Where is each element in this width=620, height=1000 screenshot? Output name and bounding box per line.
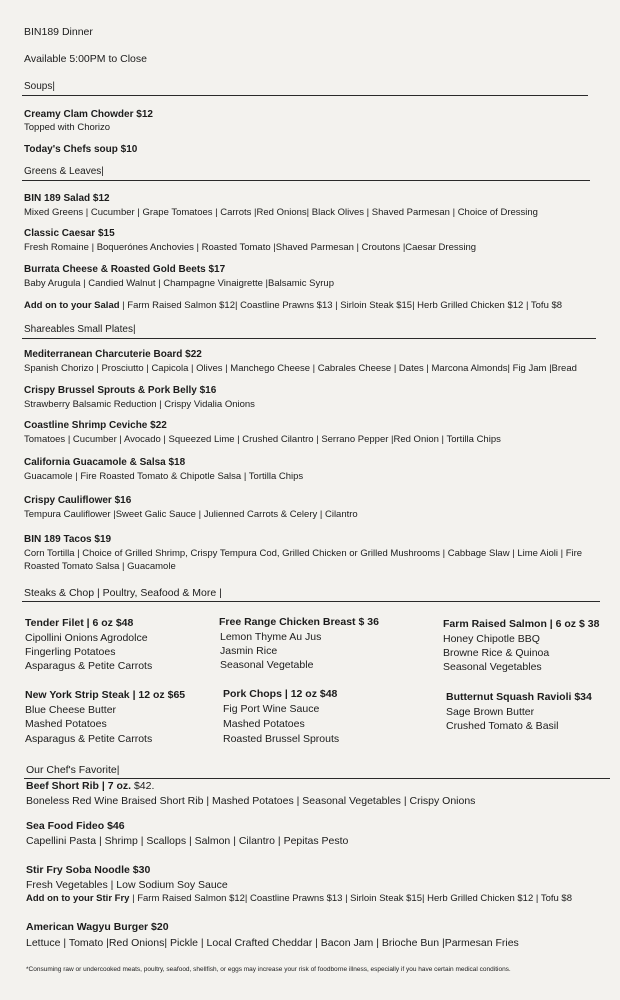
menu-item-name: Mediterranean Charcuterie Board $22 <box>24 349 202 360</box>
menu-item-description: Mixed Greens | Cucumber | Grape Tomatoes | Carrots |Red Onions| Black Olives | Shaved Parmesan | Choice of Dressing <box>24 207 538 218</box>
menu-item-line: Roasted Brussel Sprouts <box>223 733 340 745</box>
menu-title: BIN189 Dinner <box>24 26 93 38</box>
menu-item-line: Fig Port Wine Sauce <box>223 703 320 715</box>
menu-item-name: Farm Raised Salmon | 6 oz $ 38 <box>443 618 600 630</box>
short-rib-price: $42. <box>133 780 155 792</box>
menu-item-description: Spanish Chorizo | Prosciutto | Capicola | Olives | Manchego Cheese | Cabrales Cheese | Dates | Marcona Almonds| Fig Jam |Bread <box>24 363 577 374</box>
menu-item-name: BIN 189 Salad $12 <box>24 193 110 204</box>
menu-item-line: Mashed Potatoes <box>223 718 305 730</box>
menu-item-line: Seasonal Vegetable <box>220 659 314 671</box>
menu-item-line: Asparagus & Petite Carrots <box>25 660 153 672</box>
menu-item-description: Topped with Chorizo <box>24 122 111 133</box>
menu-item-name <box>26 780 154 792</box>
salad-addon-label: Add on to your Salad <box>24 300 120 311</box>
menu-item-name: Free Range Chicken Breast $ 36 <box>219 616 379 628</box>
menu-item-description: Guacamole | Fire Roasted Tomato & Chipotle Salsa | Tortilla Chips <box>24 471 304 482</box>
section-heading-shareables: Shareables Small Plates| <box>24 324 136 335</box>
menu-item-line: Asparagus & Petite Carrots <box>25 733 153 745</box>
menu-item-name: Today's Chefs soup $10 <box>24 144 138 155</box>
menu-item-name: New York Strip Steak | 12 oz $65 <box>25 689 186 701</box>
menu-item-name: Crispy Cauliflower $16 <box>24 495 132 506</box>
menu-item-name: BIN 189 Tacos $19 <box>24 534 112 545</box>
menu-item-line: Mashed Potatoes <box>25 718 107 730</box>
menu-item-description: Lettuce | Tomato |Red Onions| Pickle | Local Crafted Cheddar | Bacon Jam | Brioche Bun |Parmesan Fries <box>26 937 519 949</box>
menu-item-name: Coastline Shrimp Ceviche $22 <box>24 420 167 431</box>
menu-item-name: Classic Caesar $15 <box>24 228 115 239</box>
menu-item-line: Cipollini Onions Agrodolce <box>25 632 148 644</box>
menu-item-line: Sage Brown Butter <box>446 706 535 718</box>
section-divider <box>22 601 600 602</box>
salad-addon-options: | Farm Raised Salmon $12| Coastline Prawns $13 | Sirloin Steak $15| Herb Grilled Chicken $12 | Tofu $8 <box>119 300 563 311</box>
section-heading-steaks: Steaks & Chop | Poultry, Seafood & More | <box>24 587 222 599</box>
menu-item-line: Honey Chipotle BBQ <box>443 633 540 645</box>
menu-item-line: Jasmin Rice <box>220 645 278 657</box>
menu-item-description: Corn Tortilla | Choice of Grilled Shrimp, Crispy Tempura Cod, Grilled Chicken or Grilled Mushrooms | Cabbage Slaw | Lime Aioli | Fire <box>24 548 583 559</box>
menu-item-description: Capellini Pasta | Shrimp | Scallops | Salmon | Cilantro | Pepitas Pesto <box>26 835 349 847</box>
section-divider <box>22 338 596 339</box>
menu-item-line: Browne Rice & Quinoa <box>443 647 550 659</box>
menu-item-name: Sea Food Fideo $46 <box>26 820 125 832</box>
menu-item-line: Blue Cheese Butter <box>25 704 117 716</box>
menu-item-name: Pork Chops | 12 oz $48 <box>223 688 338 700</box>
menu-item-line: Crushed Tomato & Basil <box>446 720 559 732</box>
salad-addon-line <box>24 300 562 311</box>
stirfry-addon-line <box>26 893 572 904</box>
menu-item-line: Fingerling Potatoes <box>25 646 116 658</box>
menu-item-name: American Wagyu Burger $20 <box>26 921 169 933</box>
menu-item-name: Stir Fry Soba Noodle $30 <box>26 864 151 876</box>
section-heading-greens: Greens & Leaves| <box>24 166 104 177</box>
stirfry-addon-options: | Farm Raised Salmon $12| Coastline Prawns $13 | Sirloin Steak $15| Herb Grilled Chicken $12 | Tofu $8 <box>129 893 572 904</box>
section-heading-favorites: Our Chef's Favorite| <box>26 764 120 776</box>
menu-item-name: Crispy Brussel Sprouts & Pork Belly $16 <box>24 385 217 396</box>
menu-item-name: Butternut Squash Ravioli $34 <box>446 691 592 703</box>
section-divider <box>22 180 590 181</box>
short-rib-name: Beef Short Rib | 7 oz. <box>26 780 134 792</box>
section-divider <box>22 95 588 96</box>
menu-item-description: Tomatoes | Cucumber | Avocado | Squeezed Lime | Crushed Cilantro | Serrano Pepper |Red Onion | Tortilla Chips <box>24 434 501 445</box>
section-divider <box>24 778 610 779</box>
menu-item-description: Baby Arugula | Candied Walnut | Champagne Vinaigrette |Balsamic Syrup <box>24 278 334 289</box>
stirfry-addon-label: Add on to your Stir Fry <box>26 893 130 904</box>
foodborne-disclaimer: *Consuming raw or undercooked meats, poultry, seafood, shellfish, or eggs may increase your risk of foodborne illness, especially if you have certain medical conditions. <box>26 966 511 973</box>
menu-item-description: Boneless Red Wine Braised Short Rib | Mashed Potatoes | Seasonal Vegetables | Crispy Onions <box>26 795 476 807</box>
menu-item-name: Burrata Cheese & Roasted Gold Beets $17 <box>24 264 226 275</box>
menu-item-name: California Guacamole & Salsa $18 <box>24 457 186 468</box>
menu-item-description: Fresh Romaine | Boquerónes Anchovies | Roasted Tomato |Shaved Parmesan | Croutons |Caesar Dressing <box>24 242 477 253</box>
menu-item-line: Lemon Thyme Au Jus <box>220 631 322 643</box>
menu-item-description: Tempura Cauliflower |Sweet Galic Sauce | Julienned Carrots & Celery | Cilantro <box>24 509 358 520</box>
section-heading-soups: Soups| <box>24 81 55 92</box>
menu-item-description-cont: Roasted Tomato Salsa | Guacamole <box>24 561 176 572</box>
menu-hours: Available 5:00PM to Close <box>24 53 147 65</box>
menu-item-name: Creamy Clam Chowder $12 <box>24 109 153 120</box>
menu-item-description: Fresh Vegetables | Low Sodium Soy Sauce <box>26 879 228 891</box>
menu-item-description: Strawberry Balsamic Reduction | Crispy Vidalia Onions <box>24 399 255 410</box>
menu-item-name: Tender Filet | 6 oz $48 <box>25 617 134 629</box>
menu-item-line: Seasonal Vegetables <box>443 661 542 673</box>
